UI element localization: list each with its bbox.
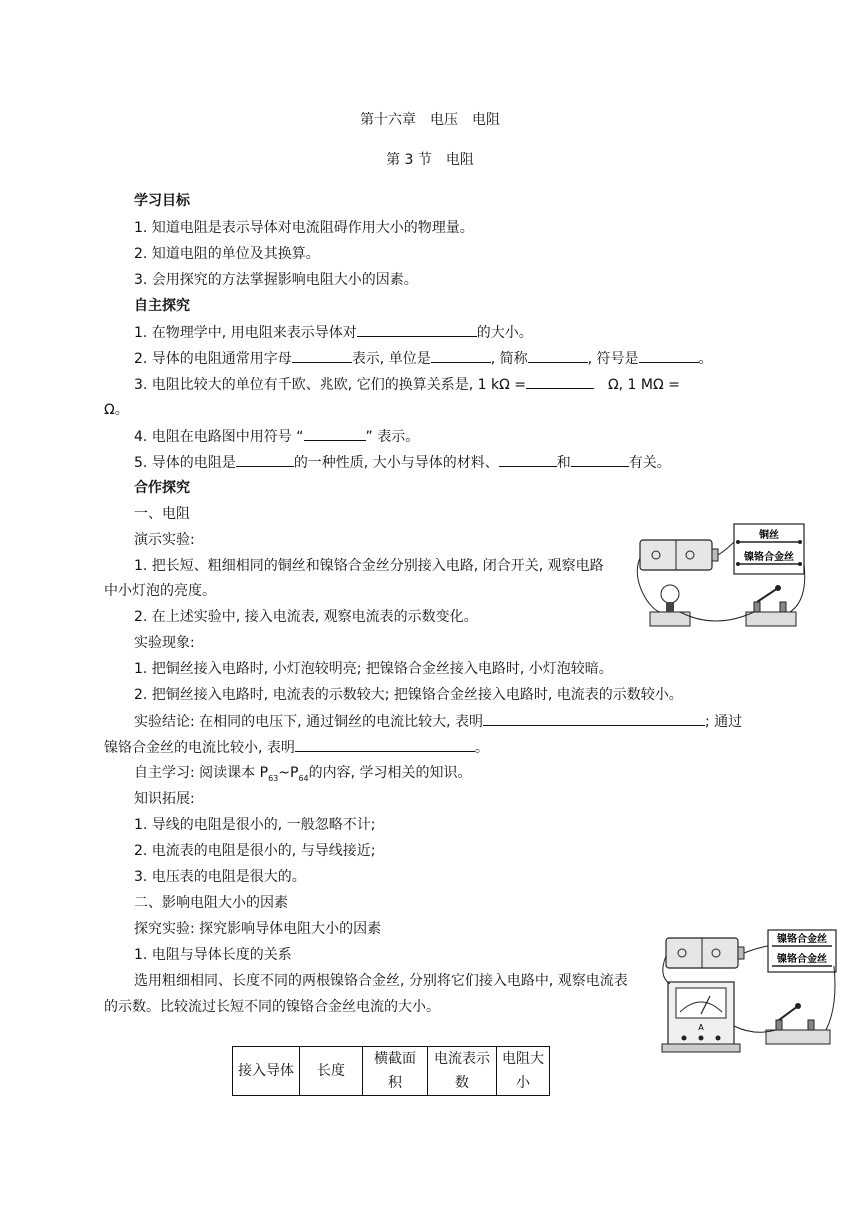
self-study: 自主学习: 阅读课本 $P_{63}\sim P_{64}$的内容, 学习相关的知识。 <box>134 765 472 783</box>
board-label-bottom: 镍铬合金丝 <box>744 552 794 563</box>
ammeter-icon <box>662 982 740 1052</box>
question-3: 3. 电阻比较大的单位有千欧、兆欧, 它们的换算关系是, 1 kΩ = Ω, 1 MΩ = <box>134 374 680 395</box>
answer-blank[interactable] <box>295 737 475 752</box>
phenomenon-1: 1. 把铜丝接入电路时, 小灯泡较明亮; 把镍铬合金丝接入电路时, 小灯泡较暗。 <box>134 661 613 677</box>
answer-blank[interactable] <box>483 711 705 726</box>
table-header-row <box>233 1047 550 1096</box>
conclusion-continued: 镍铬合金丝的电流比较小, 表明 。 <box>104 737 489 758</box>
board-label-top: 镍铬合金丝 <box>777 934 827 945</box>
board-label-bottom: 镍铬合金丝 <box>777 954 827 965</box>
meter-letter: A <box>698 1023 704 1032</box>
demo-step-1: 1. 把长短、粗细相同的铜丝和镍铬合金丝分别接入电路, 闭合开关, 观察电路 <box>134 558 604 574</box>
question-2: 2. 导体的电阻通常用字母 表示, 单位是 , 简称 , 符号是 。 <box>134 348 713 369</box>
answer-blank[interactable] <box>499 452 557 467</box>
answer-blank[interactable] <box>236 452 294 467</box>
goal-2: 2. 知道电阻的单位及其换算。 <box>134 246 320 262</box>
table-header-cell: 接入导体 <box>233 1047 300 1096</box>
answer-blank[interactable] <box>292 348 352 363</box>
table-header-cell: 长度 <box>300 1047 363 1096</box>
wire-board <box>734 524 804 574</box>
demo-step-2: 2. 在上述实验中, 接入电流表, 观察电流表的示数变化。 <box>134 609 478 625</box>
phenomenon-label: 实验现象: <box>134 635 195 651</box>
question-1: 1. 在物理学中, 用电阻来表示导体对 的大小。 <box>134 322 533 343</box>
answer-blank[interactable] <box>528 348 588 363</box>
answer-blank[interactable] <box>357 322 477 337</box>
goal-1: 1. 知道电阻是表示导体对电流阻碍作用大小的物理量。 <box>134 220 474 236</box>
goals-heading: 学习目标 <box>134 193 190 209</box>
relation-length: 1. 电阻与导体长度的关系 <box>134 947 292 963</box>
extension-1: 1. 导线的电阻是很小的, 一般忽略不计; <box>134 817 376 833</box>
extension-label: 知识拓展: <box>134 791 195 807</box>
chapter-title: 第十六章 电压 电阻 <box>360 112 500 128</box>
extension-3: 3. 电压表的电阻是很大的。 <box>134 869 306 885</box>
question-5: 5. 导体的电阻是 的一种性质, 大小与导体的材料、 和 有关。 <box>134 452 671 473</box>
section-title: 第 3 节 电阻 <box>386 152 474 168</box>
part2-heading: 二、影响电阻大小的因素 <box>134 895 288 911</box>
explore-experiment: 探究实验: 探究影响导体电阻大小的因素 <box>134 921 382 937</box>
coop-heading: 合作探究 <box>134 480 190 496</box>
circuit-figure-2 <box>658 926 838 1060</box>
answer-blank[interactable] <box>571 452 629 467</box>
answer-blank[interactable] <box>639 348 699 363</box>
goal-3: 3. 会用探究的方法掌握影响电阻大小的因素。 <box>134 272 418 288</box>
question-4: 4. 电阻在电路图中用符号 “ ” 表示。 <box>134 426 419 447</box>
relation-length-text: 选用粗细相同、长度不同的两根镍铬合金丝, 分别将它们接入电路中, 观察电流表 <box>134 973 628 989</box>
answer-blank[interactable] <box>526 374 594 389</box>
answer-blank[interactable] <box>431 348 491 363</box>
data-table <box>232 1046 550 1096</box>
phenomenon-2: 2. 把铜丝接入电路时, 电流表的示数较大; 把镍铬合金丝接入电路时, 电流表的示数较小。 <box>134 687 683 703</box>
table-header-cell: 电阻大 小 <box>497 1047 550 1096</box>
bulb-icon <box>650 585 690 626</box>
wire-board <box>768 930 836 972</box>
switch-icon <box>766 1003 830 1044</box>
demo-label: 演示实验: <box>134 532 195 548</box>
table-header-cell: 横截面 积 <box>363 1047 428 1096</box>
board-label-top: 铜丝 <box>759 530 779 541</box>
switch-icon <box>746 585 796 626</box>
self-explore-heading: 自主探究 <box>134 298 190 314</box>
battery-icon <box>666 938 744 968</box>
answer-blank[interactable] <box>304 426 366 441</box>
conclusion: 实验结论: 在相同的电压下, 通过铜丝的电流比较大, 表明 ; 通过 <box>134 711 742 732</box>
question-3-continued: Ω。 <box>104 402 129 418</box>
circuit-figure-1 <box>630 520 810 640</box>
part1-heading: 一、电阻 <box>134 506 190 522</box>
demo-step-1-continued: 中小灯泡的亮度。 <box>104 583 216 599</box>
table-header-cell: 电流表示 数 <box>428 1047 497 1096</box>
battery-icon <box>640 540 718 570</box>
extension-2: 2. 电流表的电阻是很小的, 与导线接近; <box>134 843 376 859</box>
relation-length-text-continued: 的示数。比较流过长短不同的镍铬合金丝电流的大小。 <box>104 999 440 1015</box>
